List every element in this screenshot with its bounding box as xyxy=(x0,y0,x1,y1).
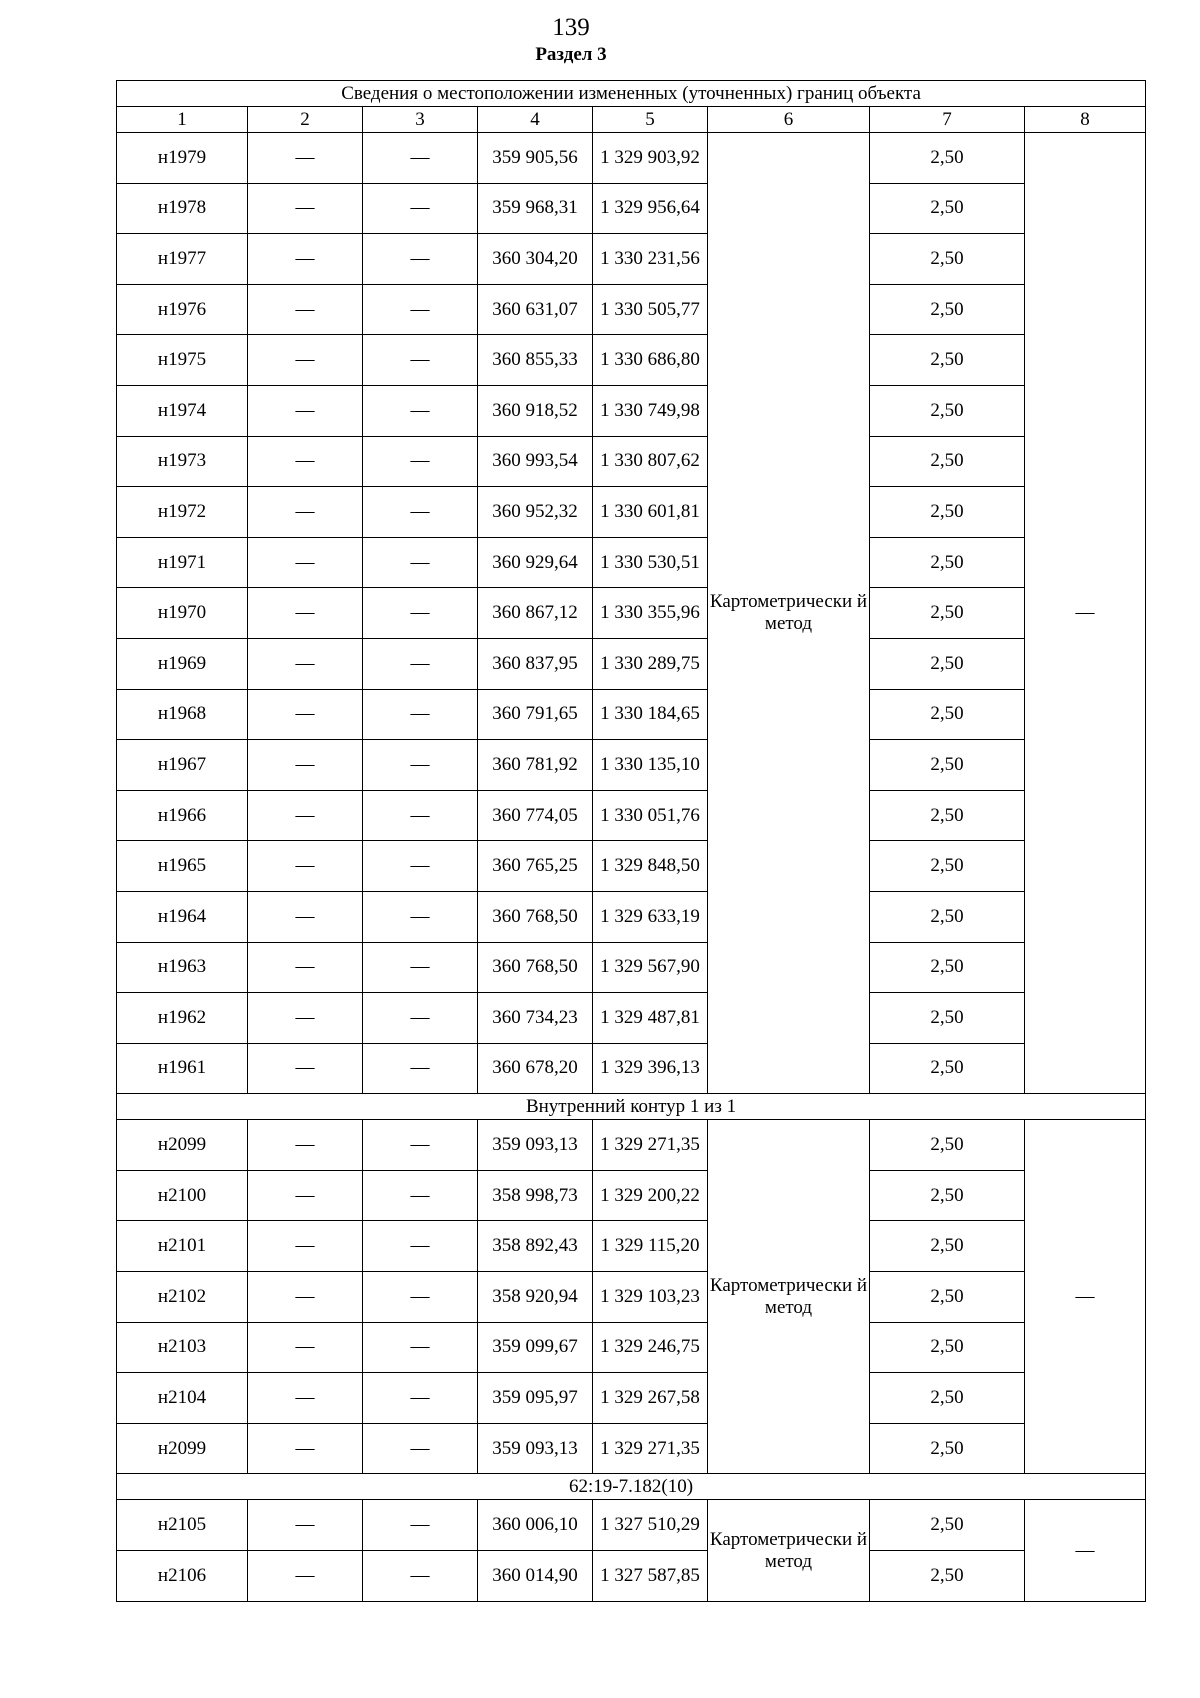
x-coordinate-cell: 359 095,97 xyxy=(478,1373,593,1424)
table-row xyxy=(117,1120,1146,1171)
column-2-cell: — xyxy=(248,841,363,892)
y-coordinate-cell: 1 330 749,98 xyxy=(593,385,708,436)
accuracy-cell: 2,50 xyxy=(870,1551,1025,1602)
x-coordinate-cell: 360 867,12 xyxy=(478,588,593,639)
point-name-cell: н1965 xyxy=(117,841,248,892)
point-name-cell: н1961 xyxy=(117,1043,248,1094)
column-2-cell: — xyxy=(248,284,363,335)
accuracy-cell: 2,50 xyxy=(870,183,1025,234)
column-number: 6 xyxy=(708,107,870,133)
y-coordinate-cell: 1 329 271,35 xyxy=(593,1120,708,1171)
x-coordinate-cell: 359 968,31 xyxy=(478,183,593,234)
contour-label: 62:19-7.182(10) xyxy=(117,1474,1146,1500)
table-body xyxy=(117,133,1146,1602)
x-coordinate-cell: 360 014,90 xyxy=(478,1551,593,1602)
method-cell: Картометрически й метод xyxy=(708,1500,870,1601)
table-row xyxy=(117,740,1146,791)
column-3-cell: — xyxy=(363,284,478,335)
accuracy-cell: 2,50 xyxy=(870,1043,1025,1094)
x-coordinate-cell: 360 768,50 xyxy=(478,942,593,993)
y-coordinate-cell: 1 327 587,85 xyxy=(593,1551,708,1602)
column-number: 7 xyxy=(870,107,1025,133)
accuracy-cell: 2,50 xyxy=(870,740,1025,791)
column-3-cell: — xyxy=(363,993,478,1044)
column-3-cell: — xyxy=(363,1120,478,1171)
contour-separator-row xyxy=(117,1094,1146,1120)
accuracy-cell: 2,50 xyxy=(870,487,1025,538)
x-coordinate-cell: 360 918,52 xyxy=(478,385,593,436)
y-coordinate-cell: 1 330 135,10 xyxy=(593,740,708,791)
x-coordinate-cell: 359 905,56 xyxy=(478,133,593,184)
column-3-cell: — xyxy=(363,638,478,689)
page-number: 139 xyxy=(552,14,590,41)
contour-separator-row xyxy=(117,1474,1146,1500)
y-coordinate-cell: 1 329 956,64 xyxy=(593,183,708,234)
point-name-cell: н1978 xyxy=(117,183,248,234)
column-2-cell: — xyxy=(248,1551,363,1602)
table-row xyxy=(117,487,1146,538)
column-3-cell: — xyxy=(363,1373,478,1424)
y-coordinate-cell: 1 330 505,77 xyxy=(593,284,708,335)
column-3-cell: — xyxy=(363,740,478,791)
table-row xyxy=(117,234,1146,285)
column-8-cell: — xyxy=(1025,1500,1146,1601)
y-coordinate-cell: 1 330 231,56 xyxy=(593,234,708,285)
table-row xyxy=(117,942,1146,993)
table-row xyxy=(117,133,1146,184)
column-number: 5 xyxy=(593,107,708,133)
table-row xyxy=(117,1322,1146,1373)
point-name-cell: н2101 xyxy=(117,1221,248,1272)
table-row xyxy=(117,1272,1146,1323)
y-coordinate-cell: 1 329 267,58 xyxy=(593,1373,708,1424)
x-coordinate-cell: 360 993,54 xyxy=(478,436,593,487)
table-row xyxy=(117,1423,1146,1474)
accuracy-cell: 2,50 xyxy=(870,1120,1025,1171)
column-8-cell: — xyxy=(1025,1120,1146,1474)
x-coordinate-cell: 360 631,07 xyxy=(478,284,593,335)
y-coordinate-cell: 1 330 686,80 xyxy=(593,335,708,386)
table-row xyxy=(117,183,1146,234)
column-2-cell: — xyxy=(248,1373,363,1424)
column-2-cell: — xyxy=(248,335,363,386)
y-coordinate-cell: 1 330 601,81 xyxy=(593,487,708,538)
column-3-cell: — xyxy=(363,689,478,740)
accuracy-cell: 2,50 xyxy=(870,385,1025,436)
y-coordinate-cell: 1 329 487,81 xyxy=(593,993,708,1044)
column-3-cell: — xyxy=(363,537,478,588)
table-row xyxy=(117,335,1146,386)
column-2-cell: — xyxy=(248,487,363,538)
accuracy-cell: 2,50 xyxy=(870,1423,1025,1474)
x-coordinate-cell: 360 678,20 xyxy=(478,1043,593,1094)
accuracy-cell: 2,50 xyxy=(870,1373,1025,1424)
column-3-cell: — xyxy=(363,133,478,184)
column-2-cell: — xyxy=(248,1423,363,1474)
column-2-cell: — xyxy=(248,133,363,184)
point-name-cell: н1970 xyxy=(117,588,248,639)
point-name-cell: н2105 xyxy=(117,1500,248,1551)
column-2-cell: — xyxy=(248,993,363,1044)
column-2-cell: — xyxy=(248,1221,363,1272)
table-row xyxy=(117,841,1146,892)
accuracy-cell: 2,50 xyxy=(870,1221,1025,1272)
point-name-cell: н2100 xyxy=(117,1170,248,1221)
table-row xyxy=(117,638,1146,689)
accuracy-cell: 2,50 xyxy=(870,234,1025,285)
accuracy-cell: 2,50 xyxy=(870,436,1025,487)
column-3-cell: — xyxy=(363,1272,478,1323)
accuracy-cell: 2,50 xyxy=(870,993,1025,1044)
y-coordinate-cell: 1 330 051,76 xyxy=(593,790,708,841)
column-3-cell: — xyxy=(363,1221,478,1272)
column-2-cell: — xyxy=(248,1322,363,1373)
table-row xyxy=(117,1221,1146,1272)
table-row xyxy=(117,1373,1146,1424)
accuracy-cell: 2,50 xyxy=(870,588,1025,639)
x-coordinate-cell: 360 929,64 xyxy=(478,537,593,588)
column-3-cell: — xyxy=(363,841,478,892)
column-3-cell: — xyxy=(363,1423,478,1474)
point-name-cell: н2106 xyxy=(117,1551,248,1602)
x-coordinate-cell: 358 892,43 xyxy=(478,1221,593,1272)
column-number: 2 xyxy=(248,107,363,133)
column-3-cell: — xyxy=(363,891,478,942)
x-coordinate-cell: 360 774,05 xyxy=(478,790,593,841)
column-2-cell: — xyxy=(248,942,363,993)
accuracy-cell: 2,50 xyxy=(870,537,1025,588)
x-coordinate-cell: 360 791,65 xyxy=(478,689,593,740)
column-3-cell: — xyxy=(363,942,478,993)
point-name-cell: н1963 xyxy=(117,942,248,993)
point-name-cell: н1968 xyxy=(117,689,248,740)
column-number: 1 xyxy=(117,107,248,133)
accuracy-cell: 2,50 xyxy=(870,284,1025,335)
method-cell: Картометрически й метод xyxy=(708,1120,870,1474)
table-row xyxy=(117,1500,1146,1551)
point-name-cell: н1975 xyxy=(117,335,248,386)
column-3-cell: — xyxy=(363,234,478,285)
column-2-cell: — xyxy=(248,638,363,689)
column-3-cell: — xyxy=(363,1500,478,1551)
accuracy-cell: 2,50 xyxy=(870,133,1025,184)
accuracy-cell: 2,50 xyxy=(870,841,1025,892)
point-name-cell: н2102 xyxy=(117,1272,248,1323)
contour-label: Внутренний контур 1 из 1 xyxy=(117,1094,1146,1120)
column-3-cell: — xyxy=(363,385,478,436)
y-coordinate-cell: 1 329 396,13 xyxy=(593,1043,708,1094)
accuracy-cell: 2,50 xyxy=(870,689,1025,740)
accuracy-cell: 2,50 xyxy=(870,335,1025,386)
x-coordinate-cell: 359 093,13 xyxy=(478,1120,593,1171)
column-number-row xyxy=(117,107,1146,133)
x-coordinate-cell: 360 006,10 xyxy=(478,1500,593,1551)
table-row xyxy=(117,284,1146,335)
y-coordinate-cell: 1 329 633,19 xyxy=(593,891,708,942)
x-coordinate-cell: 358 998,73 xyxy=(478,1170,593,1221)
x-coordinate-cell: 360 837,95 xyxy=(478,638,593,689)
column-number: 8 xyxy=(1025,107,1146,133)
column-2-cell: — xyxy=(248,1120,363,1171)
column-2-cell: — xyxy=(248,1500,363,1551)
table-caption: Сведения о местоположении измененных (уточненных) границ объекта xyxy=(117,81,1146,107)
point-name-cell: н1964 xyxy=(117,891,248,942)
column-2-cell: — xyxy=(248,385,363,436)
section-title: Раздел 3 xyxy=(535,44,607,65)
table-row xyxy=(117,1043,1146,1094)
accuracy-cell: 2,50 xyxy=(870,891,1025,942)
column-3-cell: — xyxy=(363,588,478,639)
accuracy-cell: 2,50 xyxy=(870,1272,1025,1323)
x-coordinate-cell: 358 920,94 xyxy=(478,1272,593,1323)
table-row xyxy=(117,689,1146,740)
table-row xyxy=(117,1551,1146,1602)
x-coordinate-cell: 360 765,25 xyxy=(478,841,593,892)
accuracy-cell: 2,50 xyxy=(870,1500,1025,1551)
y-coordinate-cell: 1 329 115,20 xyxy=(593,1221,708,1272)
column-2-cell: — xyxy=(248,183,363,234)
point-name-cell: н1966 xyxy=(117,790,248,841)
accuracy-cell: 2,50 xyxy=(870,1170,1025,1221)
column-2-cell: — xyxy=(248,891,363,942)
table-row xyxy=(117,537,1146,588)
x-coordinate-cell: 359 099,67 xyxy=(478,1322,593,1373)
table-row xyxy=(117,588,1146,639)
accuracy-cell: 2,50 xyxy=(870,942,1025,993)
accuracy-cell: 2,50 xyxy=(870,1322,1025,1373)
point-name-cell: н2103 xyxy=(117,1322,248,1373)
column-2-cell: — xyxy=(248,740,363,791)
x-coordinate-cell: 360 768,50 xyxy=(478,891,593,942)
x-coordinate-cell: 360 734,23 xyxy=(478,993,593,1044)
column-3-cell: — xyxy=(363,183,478,234)
point-name-cell: н1969 xyxy=(117,638,248,689)
x-coordinate-cell: 359 093,13 xyxy=(478,1423,593,1474)
method-cell: Картометрически й метод xyxy=(708,133,870,1094)
point-name-cell: н1967 xyxy=(117,740,248,791)
accuracy-cell: 2,50 xyxy=(870,790,1025,841)
column-2-cell: — xyxy=(248,1170,363,1221)
y-coordinate-cell: 1 329 246,75 xyxy=(593,1322,708,1373)
y-coordinate-cell: 1 329 848,50 xyxy=(593,841,708,892)
y-coordinate-cell: 1 330 355,96 xyxy=(593,588,708,639)
y-coordinate-cell: 1 330 530,51 xyxy=(593,537,708,588)
y-coordinate-cell: 1 329 567,90 xyxy=(593,942,708,993)
point-name-cell: н1962 xyxy=(117,993,248,1044)
column-3-cell: — xyxy=(363,1043,478,1094)
table-row xyxy=(117,385,1146,436)
point-name-cell: н1976 xyxy=(117,284,248,335)
coordinates-table xyxy=(116,80,1146,1602)
x-coordinate-cell: 360 952,32 xyxy=(478,487,593,538)
table-row xyxy=(117,436,1146,487)
point-name-cell: н1973 xyxy=(117,436,248,487)
y-coordinate-cell: 1 329 271,35 xyxy=(593,1423,708,1474)
column-2-cell: — xyxy=(248,588,363,639)
column-2-cell: — xyxy=(248,234,363,285)
table-row xyxy=(117,891,1146,942)
column-3-cell: — xyxy=(363,790,478,841)
point-name-cell: н1977 xyxy=(117,234,248,285)
column-number: 4 xyxy=(478,107,593,133)
column-2-cell: — xyxy=(248,436,363,487)
column-8-cell: — xyxy=(1025,133,1146,1094)
column-2-cell: — xyxy=(248,1272,363,1323)
x-coordinate-cell: 360 855,33 xyxy=(478,335,593,386)
point-name-cell: н1979 xyxy=(117,133,248,184)
y-coordinate-cell: 1 329 903,92 xyxy=(593,133,708,184)
x-coordinate-cell: 360 781,92 xyxy=(478,740,593,791)
y-coordinate-cell: 1 330 184,65 xyxy=(593,689,708,740)
column-2-cell: — xyxy=(248,790,363,841)
column-3-cell: — xyxy=(363,1170,478,1221)
column-3-cell: — xyxy=(363,436,478,487)
point-name-cell: н2099 xyxy=(117,1423,248,1474)
x-coordinate-cell: 360 304,20 xyxy=(478,234,593,285)
y-coordinate-cell: 1 327 510,29 xyxy=(593,1500,708,1551)
column-3-cell: — xyxy=(363,335,478,386)
column-2-cell: — xyxy=(248,537,363,588)
column-3-cell: — xyxy=(363,1551,478,1602)
y-coordinate-cell: 1 329 103,23 xyxy=(593,1272,708,1323)
point-name-cell: н1972 xyxy=(117,487,248,538)
table-row xyxy=(117,790,1146,841)
accuracy-cell: 2,50 xyxy=(870,638,1025,689)
point-name-cell: н1974 xyxy=(117,385,248,436)
column-3-cell: — xyxy=(363,1322,478,1373)
table-row xyxy=(117,1170,1146,1221)
column-3-cell: — xyxy=(363,487,478,538)
column-2-cell: — xyxy=(248,1043,363,1094)
y-coordinate-cell: 1 330 807,62 xyxy=(593,436,708,487)
y-coordinate-cell: 1 330 289,75 xyxy=(593,638,708,689)
point-name-cell: н2104 xyxy=(117,1373,248,1424)
point-name-cell: н1971 xyxy=(117,537,248,588)
column-2-cell: — xyxy=(248,689,363,740)
point-name-cell: н2099 xyxy=(117,1120,248,1171)
table-row xyxy=(117,993,1146,1044)
y-coordinate-cell: 1 329 200,22 xyxy=(593,1170,708,1221)
column-number: 3 xyxy=(363,107,478,133)
